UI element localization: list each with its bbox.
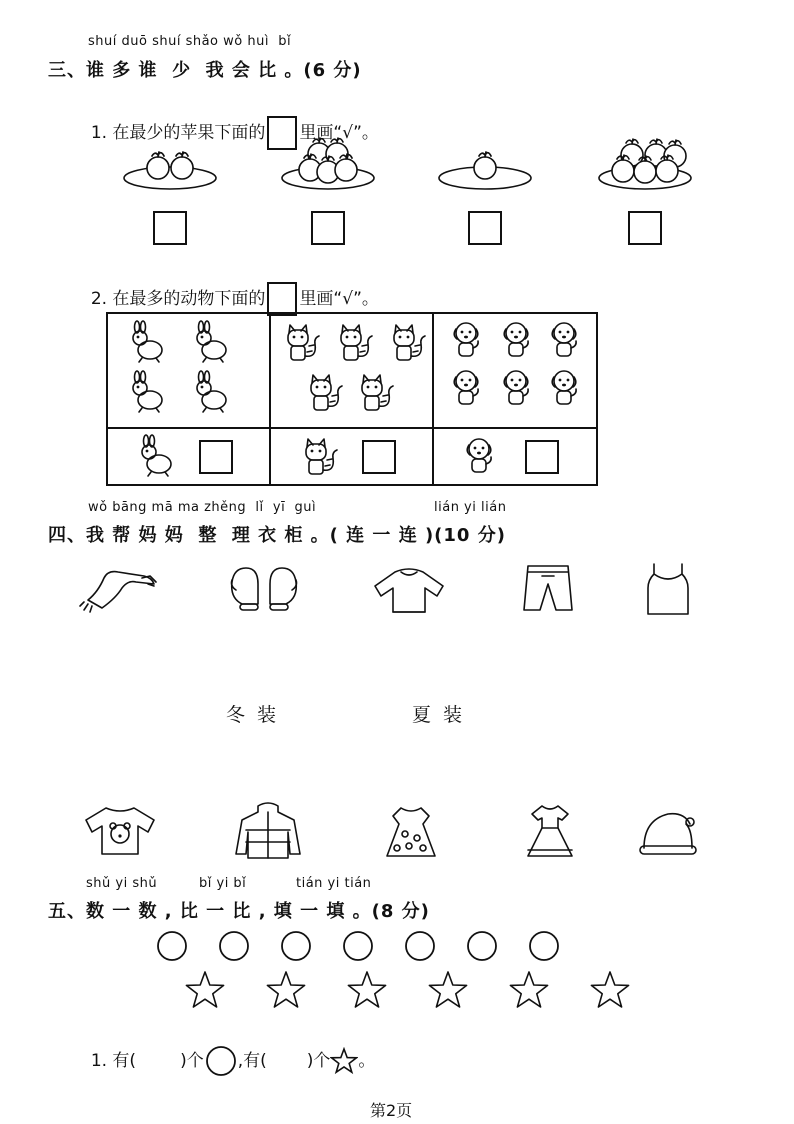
cat-icon xyxy=(300,436,342,480)
tank-top-icon xyxy=(632,560,706,620)
circle-icon xyxy=(218,930,250,962)
circle-icon xyxy=(156,930,188,962)
star-icon xyxy=(184,970,226,1010)
santa-hat-icon xyxy=(632,800,706,860)
puffer-jacket-icon xyxy=(232,800,306,860)
section5-heading: 五、数 一 数 , 比 一 比 , 填 一 填 。(8 分) xyxy=(48,901,430,922)
dog-icon xyxy=(548,368,590,412)
mittens-icon xyxy=(228,560,302,620)
rabbit-icon xyxy=(192,372,234,416)
q1-suffix: 里画“√”。 xyxy=(299,123,379,143)
label-summer-clothes: 夏 装 xyxy=(412,704,466,726)
answer-box-animal-3[interactable] xyxy=(525,440,559,474)
skirt-dress-icon xyxy=(514,800,588,860)
circle-icon xyxy=(280,930,312,962)
star-icon xyxy=(346,970,388,1010)
floral-dress-icon xyxy=(375,800,449,860)
q1-text-d: )个 xyxy=(306,1051,331,1071)
section3-pinyin: shuí duō shuí shǎo wǒ huì bǐ xyxy=(88,34,292,49)
q1-prefix: 1. 在最少的苹果下面的 xyxy=(90,123,266,143)
dog-icon xyxy=(450,368,492,412)
q2-prefix: 2. 在最多的动物下面的 xyxy=(90,289,266,309)
section5-pinyin-1: shǔ yi shǔ xyxy=(86,876,158,891)
q1-text-a: 1. 有( xyxy=(90,1051,137,1071)
circle-icon xyxy=(342,930,374,962)
section5-pinyin-3: tián yi tián xyxy=(296,876,372,891)
scarf-icon xyxy=(78,560,152,620)
circle-icon xyxy=(528,930,560,962)
section5-pinyin-2: bǐ yi bǐ xyxy=(199,876,247,891)
cat-icon xyxy=(335,322,377,366)
cat-icon xyxy=(305,372,347,416)
q1-text-c: ,有( xyxy=(237,1051,267,1071)
circle-icon xyxy=(204,1046,238,1076)
cat-icon xyxy=(356,372,398,416)
star-icon xyxy=(330,1047,358,1075)
cat-icon xyxy=(388,322,430,366)
page-number: 第2页 xyxy=(370,1101,413,1120)
circle-icon xyxy=(404,930,436,962)
star-icon xyxy=(508,970,550,1010)
answer-box-animal-2[interactable] xyxy=(362,440,396,474)
rabbit-icon xyxy=(128,322,170,366)
cat-icon xyxy=(282,322,324,366)
dog-icon xyxy=(463,436,505,480)
dog-icon xyxy=(548,320,590,364)
sweater-icon xyxy=(373,560,447,620)
rabbit-icon xyxy=(128,372,170,416)
q1-text-e: 。 xyxy=(358,1051,376,1071)
section4-pinyin-2: lián yi lián xyxy=(434,500,507,515)
tshirt-icon xyxy=(84,800,158,860)
label-winter-clothes: 冬 装 xyxy=(226,704,280,726)
star-icon xyxy=(265,970,307,1010)
section4-heading: 四、我 帮 妈 妈 整 理 衣 柜 。( 连 一 连 )(10 分) xyxy=(48,525,506,546)
section5-q1 xyxy=(80,1026,375,1076)
rabbit-icon xyxy=(192,322,234,366)
section3-heading: 三、谁 多 谁 少 我 会 比 。(6 分) xyxy=(48,60,362,81)
star-icon xyxy=(589,970,631,1010)
section4-pinyin: wǒ bāng mā ma zhěng lǐ yī guì xyxy=(88,500,317,515)
rabbit-icon xyxy=(137,436,179,480)
shorts-icon xyxy=(512,560,586,620)
q2-suffix: 里画“√”。 xyxy=(299,289,379,309)
star-icon xyxy=(427,970,469,1010)
dog-icon xyxy=(450,320,492,364)
answer-box-animal-1[interactable] xyxy=(199,440,233,474)
dog-icon xyxy=(500,368,542,412)
circle-icon xyxy=(466,930,498,962)
dog-icon xyxy=(500,320,542,364)
q1-text-b: )个 xyxy=(180,1051,204,1071)
